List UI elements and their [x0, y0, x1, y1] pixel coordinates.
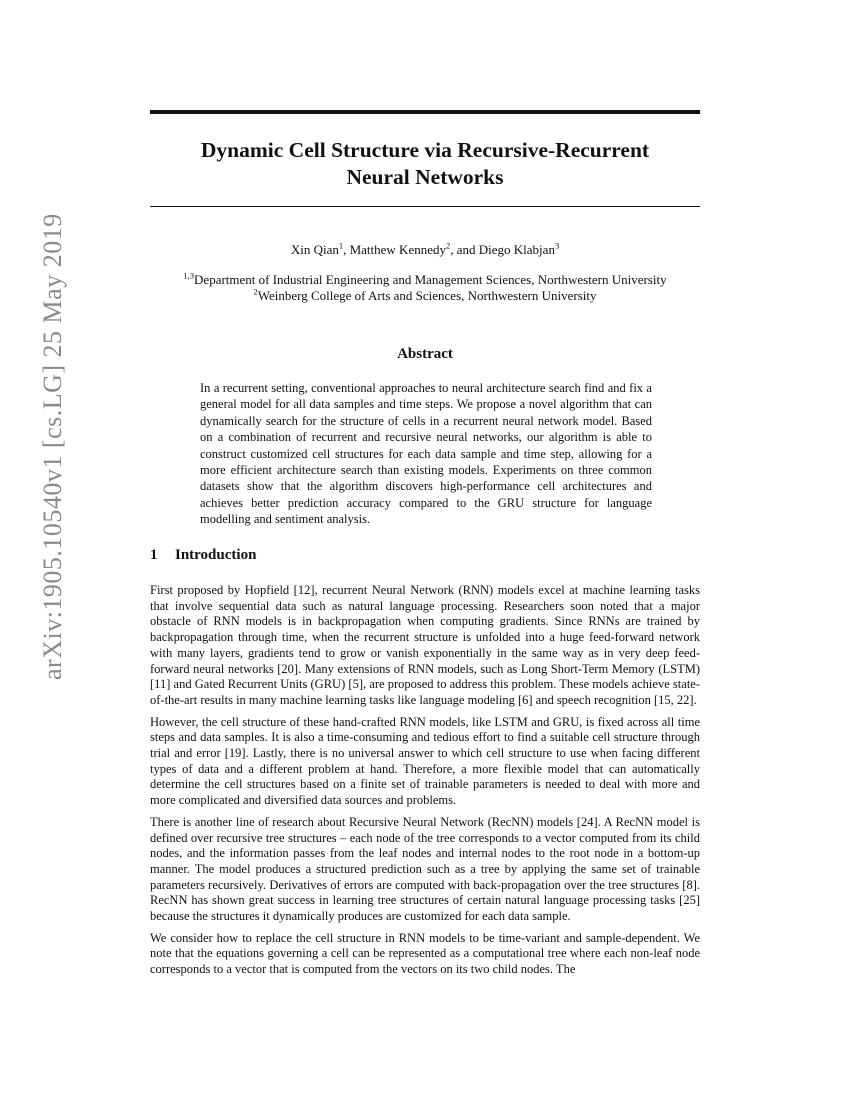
body-text — [150, 583, 700, 984]
author-separator: , — [343, 242, 350, 257]
author-affil-mark: 2 — [445, 240, 451, 251]
section-number: 1 — [150, 547, 158, 563]
body-paragraph: First proposed by Hopfield [12], recurrent Neural Network (RNN) models excel at machine learning tasks that involve sequential data such as natural language processing. Researchers soon noted that a major obstacle of RNN models is in backpropagation when computing gradients. Since RNNs are trained by backpropagation through time, when the recurrent structure is unfolded into a huge feed-forward network with many layers, gradients tend to grow or vanish exponentially in the same way as in very deep feed-forward neural networks [20]. Many extensions of RNN models, such as Long Short-Term Memory (LSTM) [11] and Gated Recurrent Units (GRU) [5], are proposed to address this problem. These models achieve state-of-the-art results in many machine learning tasks like language modeling [6] and speech recognition [15, 22]. — [150, 583, 700, 707]
author-name: Diego Klabjan — [478, 242, 555, 257]
affiliation-text: Department of Industrial Engineering and Management Sciences, Northwestern University — [194, 272, 667, 287]
abstract-text: In a recurrent setting, conventional approaches to neural architecture search find and fix a general model for all data samples and time steps. We propose a novel algorithm that can dynamically search for the structure of cells in a recurrent neural network model. Based on a combination of recurrent and recursive neural networks, our algorithm is able to construct customized cell structures for each data sample and time step, allowing for a more efficient architecture search than existing models. Experiments on three common datasets show that the algorithm discovers high-performance cell architectures and achieves better prediction accuracy compared to the GRU structure for language modelling and sentiment analysis. — [200, 381, 652, 527]
title-line-1: Dynamic Cell Structure via Recursive-Recurrent — [200, 138, 650, 162]
affiliation-list — [150, 272, 700, 304]
author-name: Matthew Kennedy — [349, 242, 446, 257]
arxiv-stamp: arXiv:1905.10540v1 [cs.LG] 25 May 2019 — [38, 213, 67, 680]
affiliation-mark: 1,3 — [183, 270, 195, 281]
title-bottom-rule — [150, 206, 700, 207]
affiliation-line — [150, 288, 700, 304]
author-affil-mark: 3 — [554, 240, 560, 251]
author-separator: , and — [450, 242, 479, 257]
title-line-2: Neural Networks — [346, 165, 504, 189]
paper-title — [150, 137, 700, 191]
abstract-heading: Abstract — [397, 346, 453, 362]
title-top-rule — [150, 110, 700, 114]
body-paragraph: However, the cell structure of these hand-crafted RNN models, like LSTM and GRU, is fixed across all time steps and data samples. It is also a time-consuming and tedious effort to find a suitable cell structure through trial and error [19]. Lastly, there is no universal answer to which cell structure to use when facing different types of data and a different problem at hand. Therefore, a more flexible model that can automatically determine the cell structures based on a finite set of trainable parameters is needed to deal with more and more complicated and diversified data sources and problems. — [150, 714, 700, 808]
author-affil-mark: 1 — [338, 240, 344, 251]
affiliation-line — [150, 272, 700, 288]
author-name: Xin Qian — [290, 242, 339, 257]
body-paragraph: We consider how to replace the cell structure in RNN models to be time-variant and sample-dependent. We note that the equations governing a cell can be represented as a computational tree where each non-leaf node corresponds to a vector that is computed from the vectors on its two child nodes. The — [150, 930, 700, 977]
section-title: Introduction — [175, 547, 257, 563]
body-paragraph: There is another line of research about Recursive Neural Network (RecNN) models [24]. A RecNN model is defined over recursive tree structures – each node of the tree corresponds to a vector computed from its child nodes, and the information passes from the leaf nodes and internal nodes to the root node in a bottom-up manner. The model produces a structured prediction such as a tree by applying the same set of trainable parameters recursively. Derivatives of errors are computed with back-propagation over the tree structures [8]. RecNN has shown great success in learning tree structures of certain natural language processing tasks [25] because the structures it dynamically produces are customized for each data sample. — [150, 814, 700, 924]
affiliation-mark: 2 — [253, 286, 258, 297]
section-heading — [150, 547, 256, 564]
author-list — [150, 242, 700, 258]
affiliation-text: Weinberg College of Arts and Sciences, Northwestern University — [257, 288, 597, 303]
